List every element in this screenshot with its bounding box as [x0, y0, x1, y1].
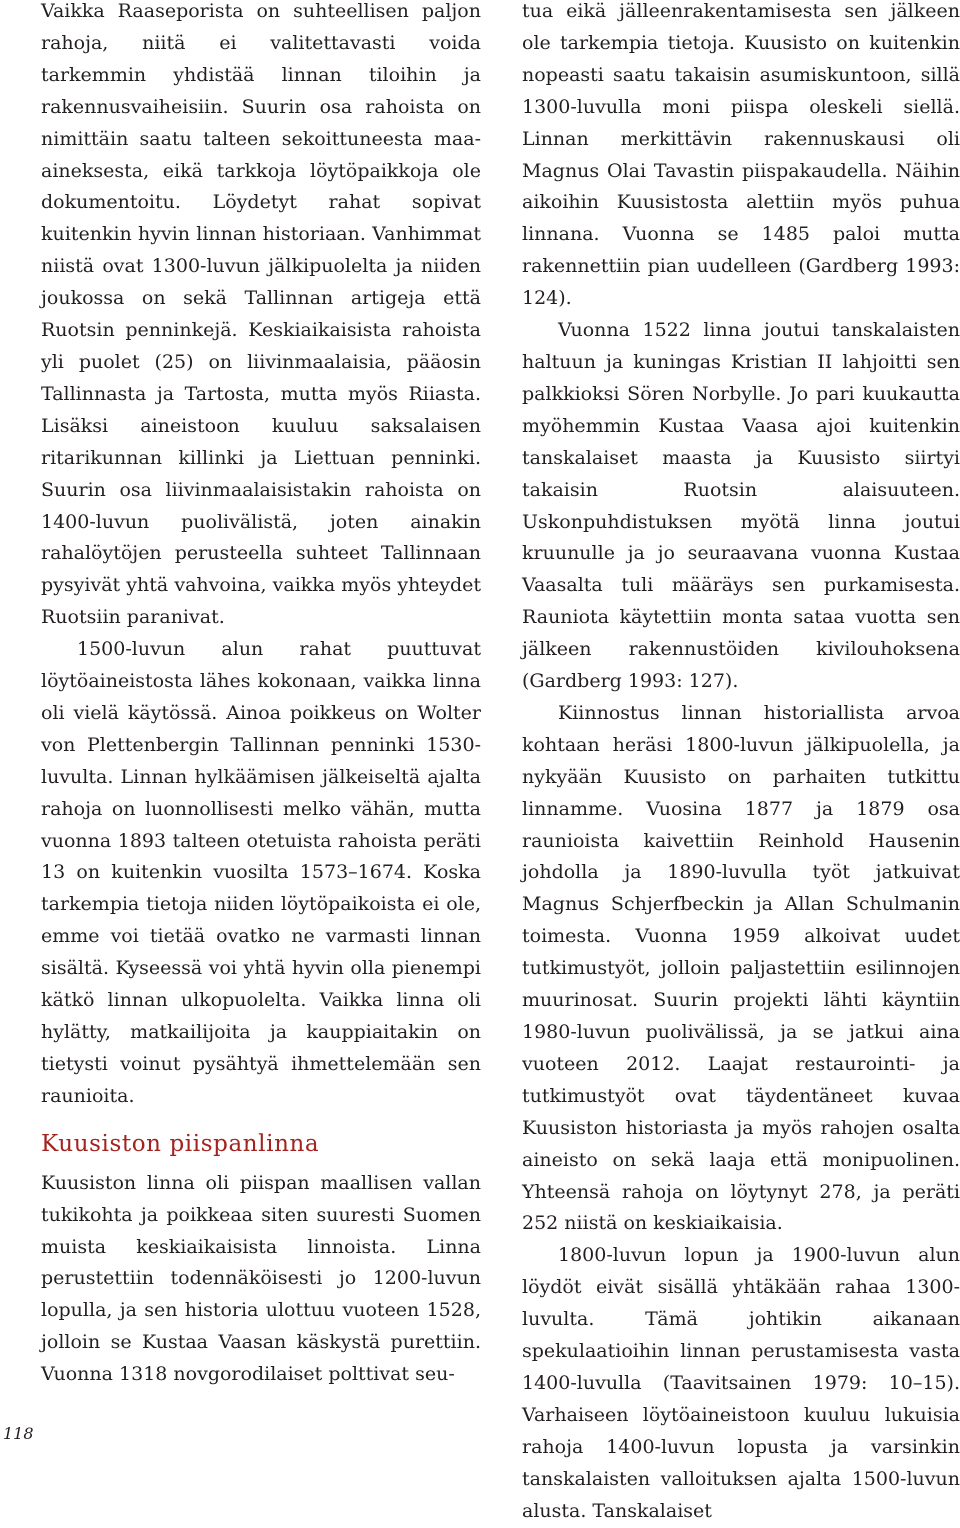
body-paragraph: Vuonna 1522 linna joutui tanskalaisten haltuun ja kuningas Kristian II lahjoitti sen palkkioksi Sören Norbylle. Jo pari kuukautta myöhemmin Kustaa Vaasa ajoi kuitenkin tanskalaiset maasta ja Kuusisto siirtyi takaisin Ruotsin alaisuuteen. Uskonpuhdistuksen myötä linna joutui kruunulle ja jo seuraavana vuonna Kustaa Vaasalta tuli määräys sen purkamisesta. Rauniota käytettiin monta sataa vuotta sen jälkeen rakennustöiden kivilouhoksena (Gardberg 1993: 127). [522, 319, 960, 693]
body-paragraph: 1800-luvun lopun ja 1900-luvun alun löydöt eivät sisällä yhtäkään rahaa 1300-luvulta. Tämä johtikin aikanaan spekulaatioihin linnan perustamisesta vasta 1400-luvulla (Taavitsainen 1979: 10–15). Varhaiseen löytöaineistoon kuuluu lukuisia rahoja 1400-luvun lopusta ja varsinkin tanskalaisten valloituksen ajalta 1500-luvun alusta. Tanskalaiset [522, 1244, 960, 1522]
body-paragraph: 1500-luvun alun rahat puuttuvat löytöaineistosta lähes kokonaan, vaikka linna oli vielä käytössä. Ainoa poikkeus on Wolter von Plettenbergin Tallinnan penninki 1530-luvulta. Linnan hylkäämisen jälkeiseltä ajalta rahoja on luonnollisesti melko vähän, mutta vuonna 1893 talteen otetuista rahoista peräti 13 on kuitenkin vuosilta 1573–1674. Koska tarkempia tietoja niiden löytöpaikoista ei ole, emme voi tietää ovatko ne varmasti linnan sisältä. Kyseessä voi yhtä hyvin olla pienempi kätkö linnan ulkopuolelta. Vaikka linna oli hylätty, matkailijoita ja kauppiaitakin on tietysti voinut pysähtyä ihmettelemään sen raunioita. [41, 638, 481, 1107]
page-number: 118 [3, 1424, 34, 1443]
body-paragraph: Kuusiston linna oli piispan maallisen vallan tukikohta ja poikkeaa siten suuresti Suomen muista keskiaikaisista linnoista. Linna perustettiin todennäköisesti jo 1200-luvun lopulla, ja sen historia ulottuu vuoteen 1528, jolloin se Kustaa Vaasan käskystä purettiin. Vuonna 1318 novgorodilaiset polttivat seu- [41, 1171, 481, 1386]
body-paragraph: Vaikka Raaseporista on suhteellisen paljon rahoja, niitä ei valitettavasti voida tarkemmin yhdistää linnan tiloihin ja rakennusvaiheisiin. Suurin osa rahoista on nimittäin saatu talteen sekoittuneesta maa-aineksesta, eikä tarkkoja löytöpaikkoja ole dokumentoitu. Löydetyt rahat sopivat kuitenkin hyvin linnan historiaan. Vanhimmat niistä ovat 1300-luvun jälkipuolelta ja niiden joukossa on sekä Tallinnan artigeja että Ruotsin penninkejä. Keskiaikaisista rahoista yli puolet (25) on liivinmaalaisia, pääosin Tallinnasta ja Tartosta, mutta myös Riiasta. Lisäksi aineistoon kuuluu saksalaisen ritarikunnan killinki ja Liettuan penninki. Suurin osa liivinmaalaisistakin rahoista on 1400-luvun puolivälistä, joten ainakin rahalöytöjen perusteella suhteet Tallinnaan pysyivät yhtä vahvoina, vaikka myös yhteydet Ruotsiin paranivat. [41, 0, 481, 629]
section-heading: Kuusiston piispanlinna [41, 1130, 320, 1157]
body-paragraph: tua eikä jälleenrakentamisesta sen jälkeen ole tarkempia tietoja. Kuusisto on kuitenkin nopeasti saatu takaisin asumiskuntoon, sillä 1300-luvulla moni piispa oleskeli siellä. Linnan merkittävin rakennuskausi oli Magnus Olai Tavastin piispakaudella. Näihin aikoihin Kuusistosta alettiin myös puhua linnana. Vuonna se 1485 paloi mutta rakennettiin pian uudelleen (Gardberg 1993: 124). [522, 0, 960, 310]
body-paragraph: Kiinnostus linnan historiallista arvoa kohtaan heräsi 1800-luvun jälkipuolella, ja nykyään Kuusisto on parhaiten tutkittu linnamme. Vuosina 1877 ja 1879 osa raunioista kaivettiin Reinhold Hausenin johdolla ja 1890-luvulla työt jatkuivat Magnus Schjerfbeckin ja Allan Schulmanin toimesta. Vuonna 1959 alkoivat uudet tutkimustyöt, jolloin paljastettiin esilinnojen muurinosat. Suurin projekti lähti käyntiin 1980-luvun puolivälissä, ja se jatkui aina vuoteen 2012. Laajat restaurointi- ja tutkimustyöt ovat täydentäneet kuvaa Kuusiston historiasta ja myös rahojen osalta aineisto on sekä laaja että monipuolinen. Yhteensä rahoja on löytynyt 278, ja peräti 252 niistä on keskiaikaisia. [522, 701, 960, 1235]
right-column [522, 0, 960, 1528]
left-column [41, 0, 481, 1391]
